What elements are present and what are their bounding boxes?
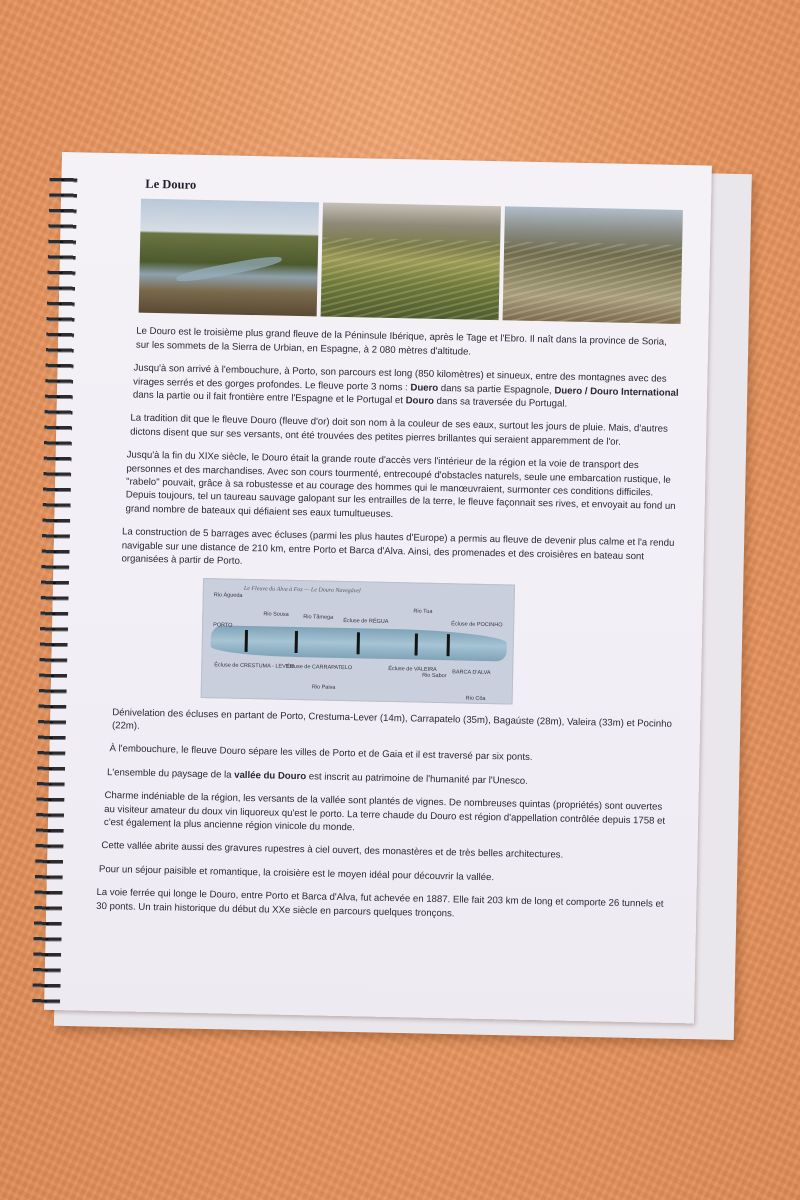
- photo-river-valley: [139, 199, 319, 317]
- map-lock-mark: [295, 630, 298, 652]
- map-lock-mark: [447, 634, 450, 656]
- text-run: Cette vallée abrite aussi des gravures rupestres à ciel ouvert, des monastères et de très belles architectures.: [101, 840, 564, 861]
- text-run: Charme indéniable de la région, les versants de la vallée sont plantés de vignes. De nombreuses quintas (propriétés) sont ouvertes au visiteur amateur du doux vin liquoreux qu'est le porto. La terre chaude du Douro est région d'appellation contrôlée depuis 1758 et c'est également la plus ancienne région vinicole du monde.: [103, 790, 666, 834]
- map-lock-mark: [357, 632, 360, 654]
- map-label: BARCA D'ALVA: [452, 668, 491, 676]
- text-run: Jusqu'à la fin du XIXe siècle, le Douro était la grande route d'accès vers l'intérieur de la région et la voie de transport des personnes et des marchandises. Avec son cours tourmenté, entrecoupé d'obstacles naturels, seule une embarcation rustique, le "rabelo" pouvait, grâce à sa robustesse et au courage des hommes qui le manœuvraient, surmonter ces conditions difficiles. Depuis toujours, tel un taureau sauvage galopant sur les entrailles de la terre, le fleuve façonnait ses rives, et envoyait au fond un grand nombre de bateaux qui défiaient ses eaux tumultueuses.: [125, 449, 676, 520]
- body-paragraph: [107, 766, 671, 791]
- map-label: Écluse de CARRAPATELO: [286, 663, 353, 671]
- map-label: Rio Águeda: [213, 591, 243, 599]
- map-label: Écluse de POCINHO: [451, 620, 503, 628]
- body-paragraph: [130, 412, 678, 450]
- map-label: Rio Tua: [413, 607, 433, 615]
- map-lock-mark: [415, 633, 418, 655]
- body-paragraph: [99, 863, 669, 888]
- bold-text: Duero / Douro International: [554, 384, 679, 399]
- text-run: La voie ferrée qui longe le Douro, entre Porto et Barca d'Alva, fut achevée en 1887. Elle fait 203 km de long et comporte 26 tunnels et 30 ponts. Un train historique du début du XXe siècle en parcours quelques tronçons.: [96, 887, 664, 919]
- map-label: Écluse de VALEIRA: [388, 665, 437, 673]
- photo-vineyard-terraces: [321, 203, 501, 321]
- map-title: Le Fleuve du Alva à Foz — Le Douro Navegável: [243, 585, 361, 594]
- photo-strip: [139, 199, 683, 324]
- river-lock-map: [201, 578, 515, 705]
- map-lock-mark: [245, 629, 248, 651]
- text-run: La construction de 5 barrages avec écluses (parmi les plus hautes d'Europe) a permis au fleuve de devenir plus calme et l'a rendu navigable sur une distance de 210 km, entre Porto et Barca d'Alva. Ainsi, des promenades et des croisières en bateau sont organisées à partir de Porto.: [121, 526, 675, 567]
- map-label: Rio Côa: [465, 695, 486, 702]
- page-content: [86, 177, 683, 935]
- body-paragraph: [136, 325, 680, 363]
- map-label: Rio Tâmega: [303, 613, 334, 621]
- bold-text: Duero: [410, 381, 439, 394]
- text-run: Pour un séjour paisible et romantique, la croisière est le moyen idéal pour découvrir la vallée.: [98, 863, 495, 883]
- map-label: Rio Paiva: [311, 683, 336, 691]
- map-label: Rio Sousa: [263, 610, 289, 618]
- text-run: À l'embouchure, le fleuve Douro sépare les villes de Porto et de Gaia et il est traversé par six ponts.: [109, 743, 533, 764]
- body-paragraph: [133, 362, 680, 414]
- text-run: Dénivelation des écluses en partant de Porto, Crestuma-Lever (14m), Carrapatelo (35m), Bagaúste (28m), Valeira (33m) et Pocinho (22m).: [111, 706, 673, 732]
- text-run: dans sa partie Espagnole,: [438, 382, 555, 396]
- spiral-binding: [32, 172, 78, 1012]
- body-paragraph: [96, 886, 668, 925]
- text-run: dans sa traversée du Portugal.: [433, 395, 568, 410]
- body-paragraph: [121, 526, 676, 578]
- photo-terraced-hills: [503, 207, 683, 325]
- map-label: Écluse de RÉGUA: [343, 617, 389, 625]
- text-run: L'ensemble du paysage de la: [106, 766, 235, 781]
- map-label: Écluse de CRESTUMA - LEVER: [214, 661, 294, 670]
- map-label: PORTO: [213, 621, 233, 629]
- body-paragraph: [109, 742, 671, 767]
- body-paragraph: [101, 839, 669, 864]
- page-title: Le Douro: [145, 176, 197, 192]
- body-paragraph: [125, 449, 677, 528]
- document-page: [44, 152, 712, 1023]
- text-run: Le Douro est le troisième plus grand fleuve de la Péninsule Ibérique, après le Tage et l'Ebro. Il naît dans la province de Soria, sur les sommets de la Sierra de Urbian, en Espagne, à 2 080 mètres d'altitude.: [135, 326, 667, 358]
- bold-text: Douro: [405, 395, 434, 407]
- text-run: est inscrit au patrimoine de l'humanité par l'Unesco.: [306, 770, 528, 787]
- text-run: La tradition dit que le fleuve Douro (fleuve d'or) doit son nom à la couleur de ses eaux, surtout les jours de pluie. Mais, d'autres dictons disent que sur ses versants, ont été trouvées des petites pierres brillantes qui seraient apparemment de l'or.: [130, 412, 668, 448]
- map-label: Rio Sabor: [422, 672, 447, 679]
- text-run: dans la partie ou il fait frontière entre l'Espagne et le Portugal et: [132, 389, 406, 407]
- body-paragraph: [112, 706, 672, 745]
- text-run: Jusqu'à son arrivé à l'embouchure, à Porto, son parcours est long (850 kilomètres) et sinueux, entre des montagnes avec des virages serrés et des gorges profondes. Le fleuve porte 3 noms :: [133, 362, 667, 393]
- body-paragraph: [104, 789, 671, 841]
- bold-text: vallée du Douro: [234, 769, 307, 782]
